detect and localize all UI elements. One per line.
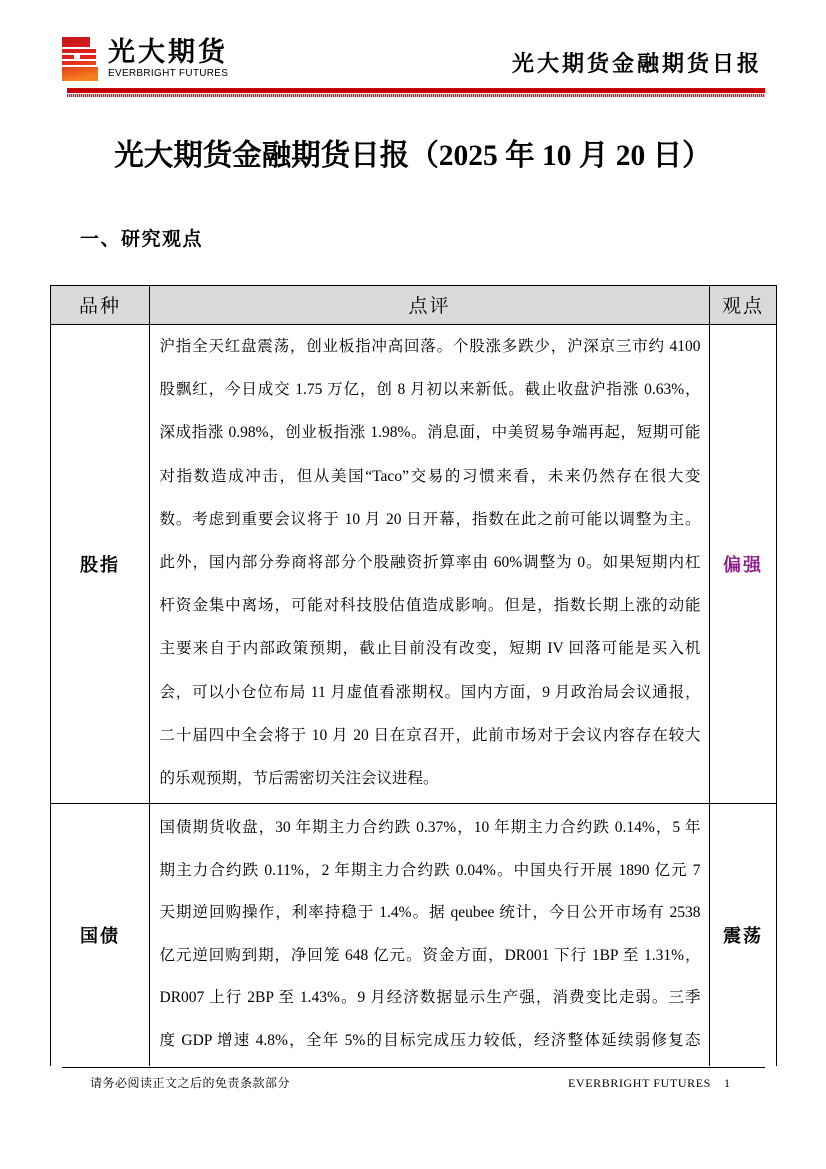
comment-line: 股飘红，今日成交 1.75 万亿，创 8 月初以来新低。截止收盘沪指涨 0.63%， — [159, 381, 701, 399]
research-views-table — [50, 285, 777, 1066]
page-number: 1 — [724, 1076, 730, 1090]
footer-company: EVERBRIGHT FUTURES — [568, 1076, 711, 1090]
comment-line: 二十届四中全会将于 10 月 20 日在京召开，此前市场对于会议内容存在较大 — [159, 726, 701, 744]
table-header-variety: 品种 — [51, 286, 150, 325]
logo-name-en: EVERBRIGHT FUTURES — [108, 68, 229, 79]
comment-line: 此外，国内部分券商将部分个股融资折算率由 60%调整为 0。如果短期内杠 — [159, 553, 701, 571]
row-view-stock-index: 偏强 — [710, 325, 776, 804]
header-report-name: 光大期货金融期货日报 — [512, 51, 763, 76]
header-rule-shadow — [67, 94, 765, 97]
footer-disclaimer: 请务必阅读正文之后的免责条款部分 — [90, 1076, 291, 1090]
comment-line: 天期逆回购操作，利率持稳于 1.4%。据 qeubee 统计，今日公开市场有 2538 — [159, 904, 701, 922]
row-view-treasury-bond: 震荡 — [723, 925, 763, 946]
document-title: 光大期货金融期货日报（2025 年 10 月 20 日） — [114, 140, 712, 172]
footer-rule — [62, 1067, 765, 1068]
comment-line: 的乐观预期，节后需密切关注会议进程。 — [159, 769, 439, 787]
everbright-logo-icon — [62, 37, 98, 81]
comment-line: 国债期货收盘，30 年期主力合约跌 0.37%，10 年期主力合约跌 0.14%，5 年 — [159, 819, 701, 836]
comment-line: 深成指涨 0.98%，创业板指涨 1.98%。消息面，中美贸易争端再起，短期可能 — [159, 424, 701, 442]
comment-line: 会，可以小仓位布局 11 月虚值看涨期权。国内方面，9 月政治局会议通报， — [159, 683, 701, 701]
comment-line: DR007 上行 2BP 至 1.43%。9 月经济数据显示生产强，消费变比走弱。三季 — [159, 989, 701, 1007]
comment-line: 亿元逆回购到期，净回笼 648 亿元。资金方面，DR001 下行 1BP 至 1.31%， — [159, 946, 701, 964]
comment-line: 度 GDP 增速 4.8%，全年 5%的目标完成压力较低，经济整体延续弱修复态 — [159, 1031, 701, 1049]
row-comment-stock-index — [150, 325, 710, 804]
comment-line: 沪指全天红盘震荡，创业板指冲高回落。个股涨多跌少，沪深京三市约 4100 — [159, 338, 701, 355]
row-variety-treasury-bond: 国债 — [51, 804, 150, 1067]
comment-line: 期主力合约跌 0.11%，2 年期主力合约跌 0.04%。中国央行开展 1890 亿元 7 — [159, 861, 701, 879]
header-rule — [67, 88, 765, 93]
row-comment-treasury-bond — [150, 804, 710, 1067]
section-heading: 一、研究观点 — [80, 229, 204, 250]
comment-line: 对指数造成冲击，但从美国“Taco”交易的习惯来看，未来仍然存在很大变 — [159, 467, 701, 485]
table-header-comment: 点评 — [150, 286, 710, 325]
comment-line: 主要来自于内部政策预期，截止目前没有改变，短期 IV 回落可能是买入机 — [159, 640, 701, 658]
row-variety-stock-index: 股指 — [51, 325, 150, 804]
comment-line: 杆资金集中离场，可能对科技股估值造成影响。但是，指数长期上涨的动能 — [159, 597, 701, 615]
comment-line: 数。考虑到重要会议将于 10 月 20 日开幕，指数在此之前可能以调整为主。 — [159, 510, 701, 528]
logo-name-cn: 光大期货 — [108, 37, 228, 67]
table-header-view: 观点 — [710, 286, 776, 325]
